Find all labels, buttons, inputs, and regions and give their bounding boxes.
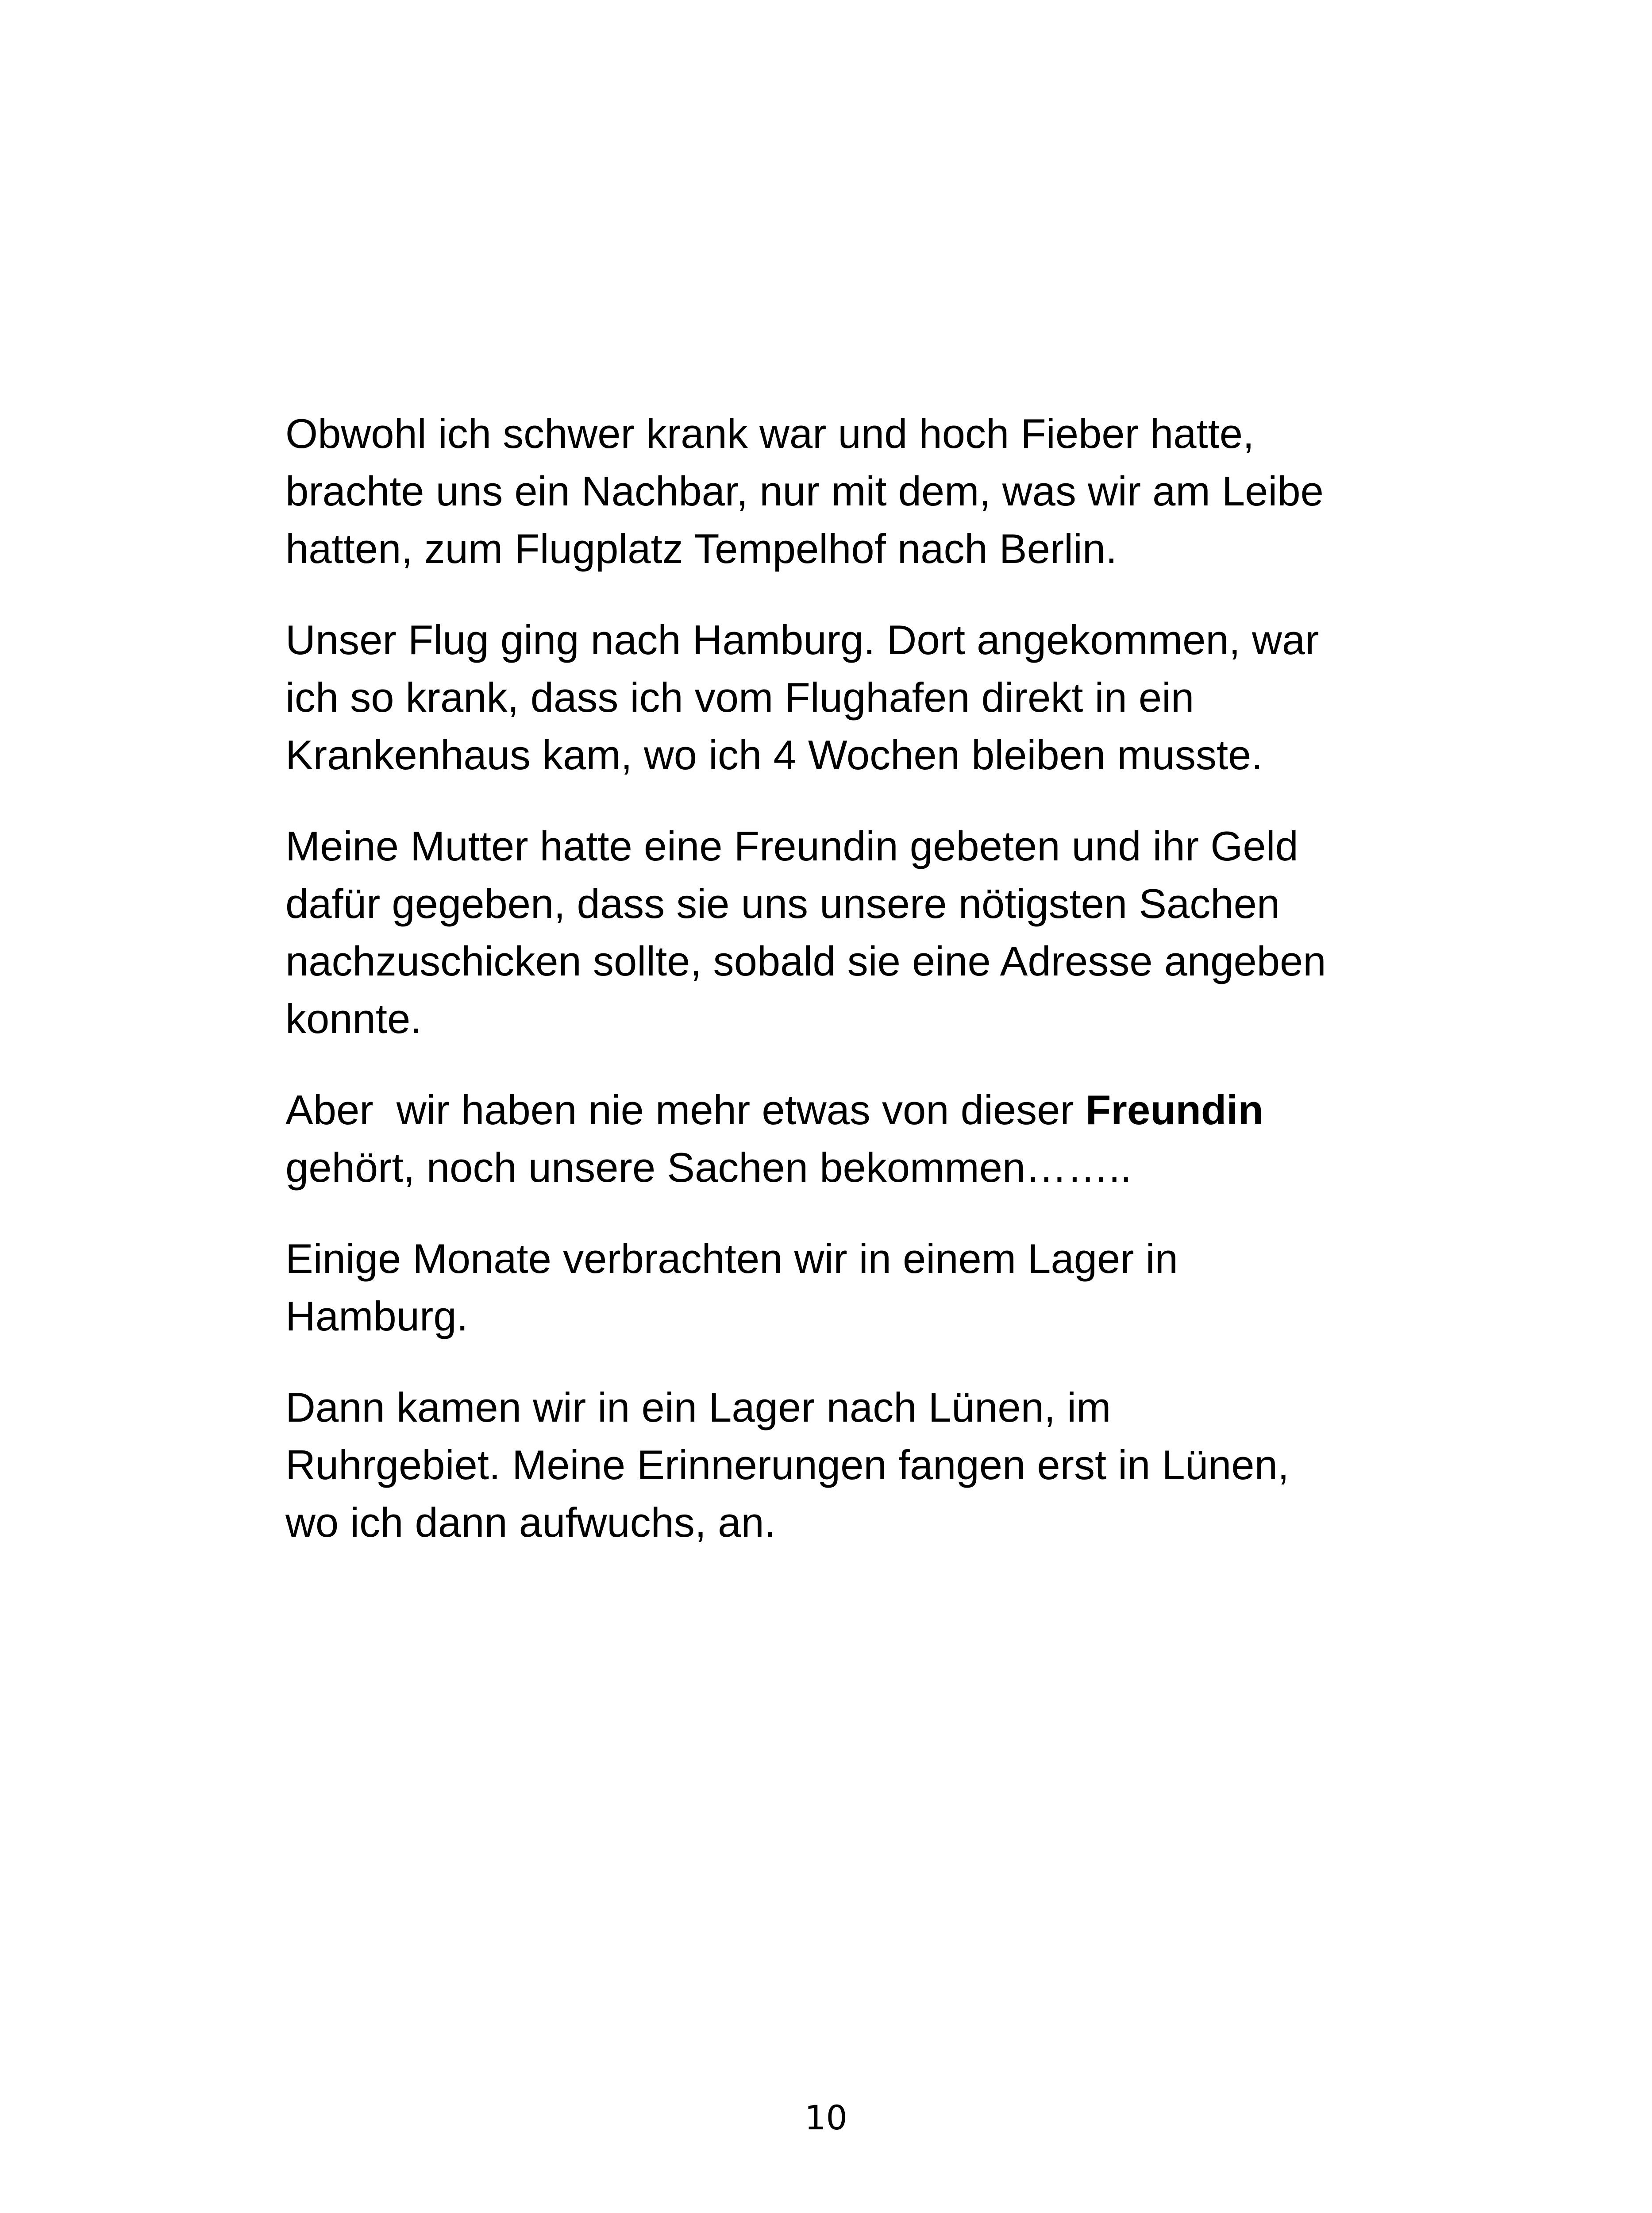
page-body bbox=[285, 405, 1405, 1585]
text-line: Unser Flug ging nach Hamburg. Dort angekommen, war bbox=[285, 617, 1319, 663]
text-line: nachzuschicken sollte, sobald sie eine Adresse angeben bbox=[285, 938, 1326, 984]
text-line: Hamburg. bbox=[285, 1293, 468, 1339]
text-line: Krankenhaus kam, wo ich 4 Wochen bleiben musste. bbox=[285, 732, 1263, 778]
text-line: ich so krank, dass ich vom Flughafen direkt in ein bbox=[285, 674, 1194, 721]
paragraph-1 bbox=[285, 405, 1405, 578]
text-line: brachte uns ein Nachbar, nur mit dem, was wir am Leibe bbox=[285, 468, 1324, 514]
bold-word: Freundin bbox=[1085, 1087, 1263, 1133]
text-line: wo ich dann aufwuchs, an. bbox=[285, 1499, 776, 1546]
paragraph-6 bbox=[285, 1379, 1405, 1551]
text-line: Ruhrgebiet. Meine Erinnerungen fangen erst in Lünen, bbox=[285, 1442, 1289, 1488]
text-line bbox=[285, 1081, 1405, 1139]
text-line: gehört, noch unsere Sachen bekommen…….. bbox=[285, 1144, 1132, 1191]
paragraph-4 bbox=[285, 1081, 1405, 1196]
paragraph-2 bbox=[285, 611, 1405, 784]
paragraph-5 bbox=[285, 1230, 1405, 1345]
text-run: Aber wir haben nie mehr etwas von dieser bbox=[285, 1087, 1086, 1133]
page-number: 10 bbox=[805, 2098, 847, 2137]
text-line: hatten, zum Flugplatz Tempelhof nach Berlin. bbox=[285, 525, 1117, 572]
text-line: Einige Monate verbrachten wir in einem Lager in bbox=[285, 1235, 1178, 1282]
text-line: Obwohl ich schwer krank war und hoch Fieber hatte, bbox=[285, 410, 1255, 457]
paragraph-3 bbox=[285, 817, 1405, 1048]
text-line: Meine Mutter hatte eine Freundin gebeten und ihr Geld bbox=[285, 823, 1298, 869]
text-line: konnte. bbox=[285, 995, 422, 1042]
text-line: dafür gegeben, dass sie uns unsere nötigsten Sachen bbox=[285, 880, 1280, 927]
text-line: Dann kamen wir in ein Lager nach Lünen, im bbox=[285, 1384, 1111, 1430]
